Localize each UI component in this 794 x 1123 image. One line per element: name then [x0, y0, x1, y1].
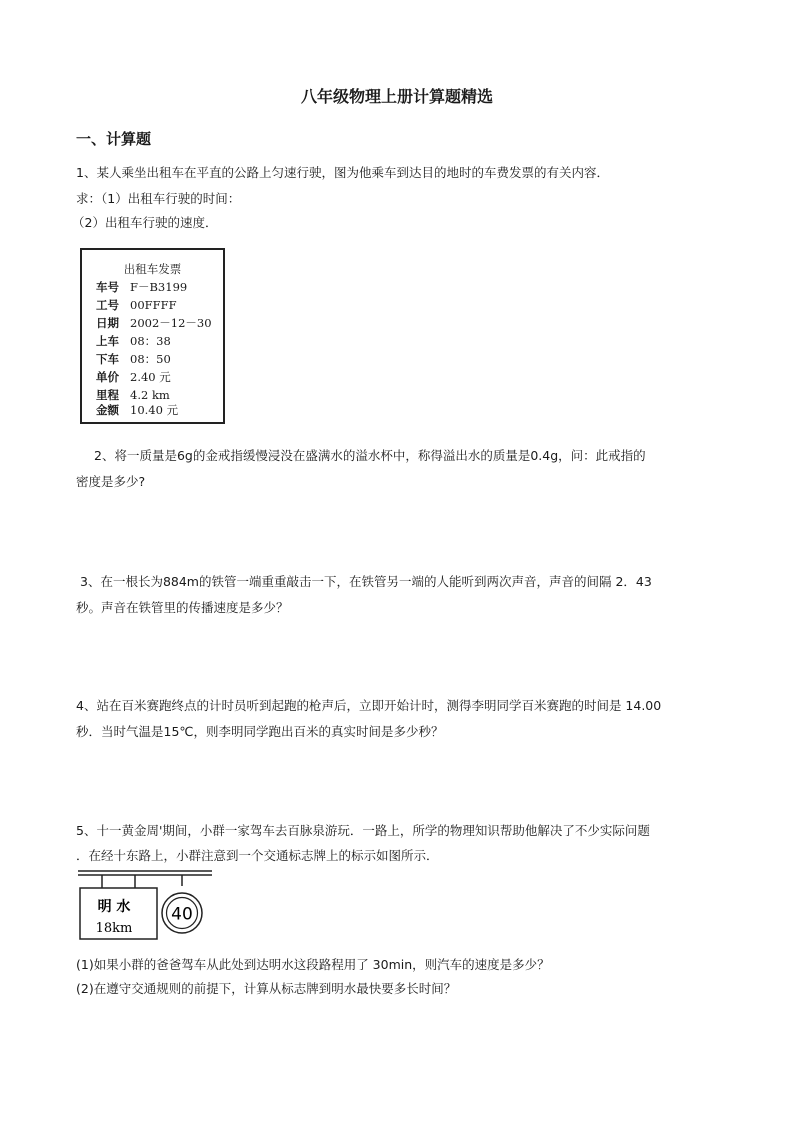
taxi-receipt: [80, 248, 225, 424]
receipt-key: 单价: [96, 370, 119, 384]
question-5-sub-2: (2)在遵守交通规则的前提下，计算从标志牌到明水最快要多长时间？: [76, 981, 457, 996]
road-sign-figure: [76, 866, 216, 946]
receipt-row: [96, 369, 171, 385]
receipt-value: 00FFFF: [130, 298, 177, 312]
receipt-value: 4.2 km: [130, 388, 170, 402]
receipt-key: 日期: [96, 316, 119, 330]
receipt-title: 出租车发票: [123, 262, 182, 276]
receipt-row: [96, 402, 178, 418]
receipt-value: F－B3199: [130, 280, 188, 294]
question-1-text: 1、某人乘坐出租车在平直的公路上匀速行驶，图为他乘车到达目的地时的车费发票的有关内容．: [76, 165, 609, 180]
receipt-key: 车号: [96, 280, 119, 294]
receipt-row: [96, 387, 170, 403]
receipt-value: 2.40 元: [130, 370, 171, 384]
sign-distance: 18km: [95, 921, 133, 936]
question-5-line-1: 5、十一黄金周'期间，小群一家驾车去百脉泉游玩．一路上，所学的物理知识帮助他解决了不少实际问题: [76, 823, 650, 838]
section-heading: 一、计算题: [76, 130, 152, 148]
page-title: 八年级物理上册计算题精选: [300, 87, 493, 106]
question-1-sub-2: （2）出租车行驶的速度．: [72, 215, 218, 230]
receipt-row: [96, 333, 171, 349]
question-2-line-2: 密度是多少?: [76, 474, 146, 489]
receipt-key: 金额: [96, 403, 119, 417]
question-4-line-1: 4、站在百米赛跑终点的计时员听到起跑的枪声后，立即开始计时，测得李明同学百米赛跑的时间是 14.00: [76, 698, 662, 713]
receipt-key: 里程: [96, 388, 119, 402]
receipt-value: 2002－12－30: [130, 316, 212, 330]
sign-place: 明 水: [97, 899, 131, 915]
receipt-value: 08：38: [130, 334, 171, 348]
speed-limit-value: 40: [171, 904, 193, 925]
receipt-value: 08：50: [130, 352, 171, 366]
question-5-line-2: ．在经十东路上，小群注意到一个交通标志牌上的标示如图所示．: [76, 848, 439, 863]
question-3-line-2: 秒。声音在铁管里的传播速度是多少？: [76, 600, 289, 615]
receipt-row: [96, 279, 187, 295]
question-5-sub-1: (1)如果小群的爸爸驾车从此处到达明水这段路程用了 30min，则汽车的速度是多少？: [76, 957, 550, 972]
question-2-line-1: 2、将一质量是6g的金戒指缓慢浸没在盛满水的溢水杯中，称得溢出水的质量是0.4g，问：此戒指的: [94, 448, 646, 463]
question-3-line-1: 3、在一根长为884m的铁管一端重重敲击一下，在铁管另一端的人能听到两次声音，声音的间隔 2．43: [80, 574, 652, 589]
receipt-row: [96, 315, 212, 331]
receipt-row: [96, 297, 177, 313]
receipt-value: 10.40 元: [130, 403, 179, 417]
receipt-key: 工号: [96, 298, 119, 312]
receipt-key: 下车: [96, 352, 119, 366]
question-1-sub-1: 求：（1）出租车行驶的时间：: [76, 191, 241, 206]
receipt-row: [96, 351, 171, 367]
question-4-line-2: 秒．当时气温是15℃，则李明同学跑出百米的真实时间是多少秒？: [76, 724, 444, 739]
receipt-key: 上车: [96, 334, 119, 348]
